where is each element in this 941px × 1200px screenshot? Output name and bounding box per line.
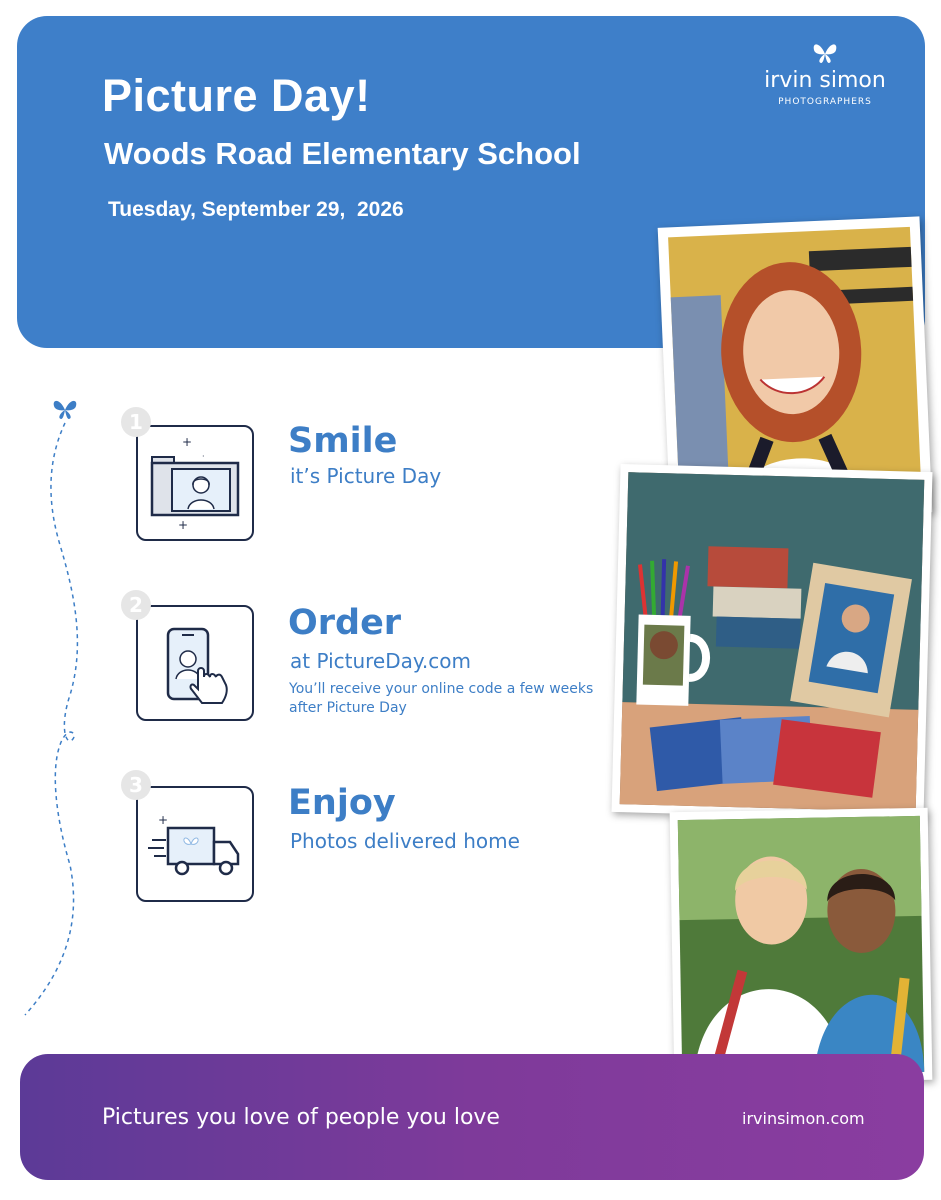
photo-products-image (611, 464, 932, 820)
delivery-truck-icon (138, 788, 252, 900)
photo-two-boys (670, 808, 933, 1084)
footer-tagline: Pictures you love of people you love (102, 1105, 500, 1130)
brand-logo (740, 40, 910, 107)
svg-text:·: · (202, 452, 205, 461)
butterfly-icon (810, 40, 840, 66)
step-3-subtitle: Photos delivered home (290, 829, 520, 853)
school-name: Woods Road Elementary School (104, 136, 581, 171)
step-2-icon-box (136, 605, 254, 721)
step-2-note: You’ll receive your online code a few weeks after Picture Day (289, 681, 594, 716)
svg-text:+: + (158, 813, 169, 827)
step-2-number: 2 (121, 590, 151, 620)
step-1-subtitle: it’s Picture Day (290, 464, 442, 488)
photo-products (611, 464, 932, 820)
step-3-title: Enjoy (288, 783, 396, 823)
step-1-icon-box (136, 425, 254, 541)
svg-text:+: + (178, 518, 189, 532)
phone-tap-icon (138, 607, 252, 719)
dotted-trail-decoration (10, 395, 100, 1025)
small-butterfly-icon (54, 401, 77, 419)
page-title: Picture Day! (102, 70, 371, 121)
footer-website: irvinsimon.com (742, 1109, 865, 1128)
step-2-subtitle: at PictureDay.com (290, 649, 471, 673)
brand-name: irvin simon (764, 68, 886, 93)
step-3-number: 3 (121, 770, 151, 800)
two-boys-image (670, 808, 933, 1084)
camera-portrait-icon (138, 427, 252, 539)
event-date: Tuesday, September 29, 2026 (108, 198, 404, 221)
svg-text:+: + (182, 435, 193, 449)
step-2-title: Order (288, 603, 402, 643)
step-1-number: 1 (121, 407, 151, 437)
brand-subtitle: PHOTOGRAPHERS (778, 97, 872, 107)
step-3-icon-box (136, 786, 254, 902)
step-1-title: Smile (288, 421, 398, 461)
